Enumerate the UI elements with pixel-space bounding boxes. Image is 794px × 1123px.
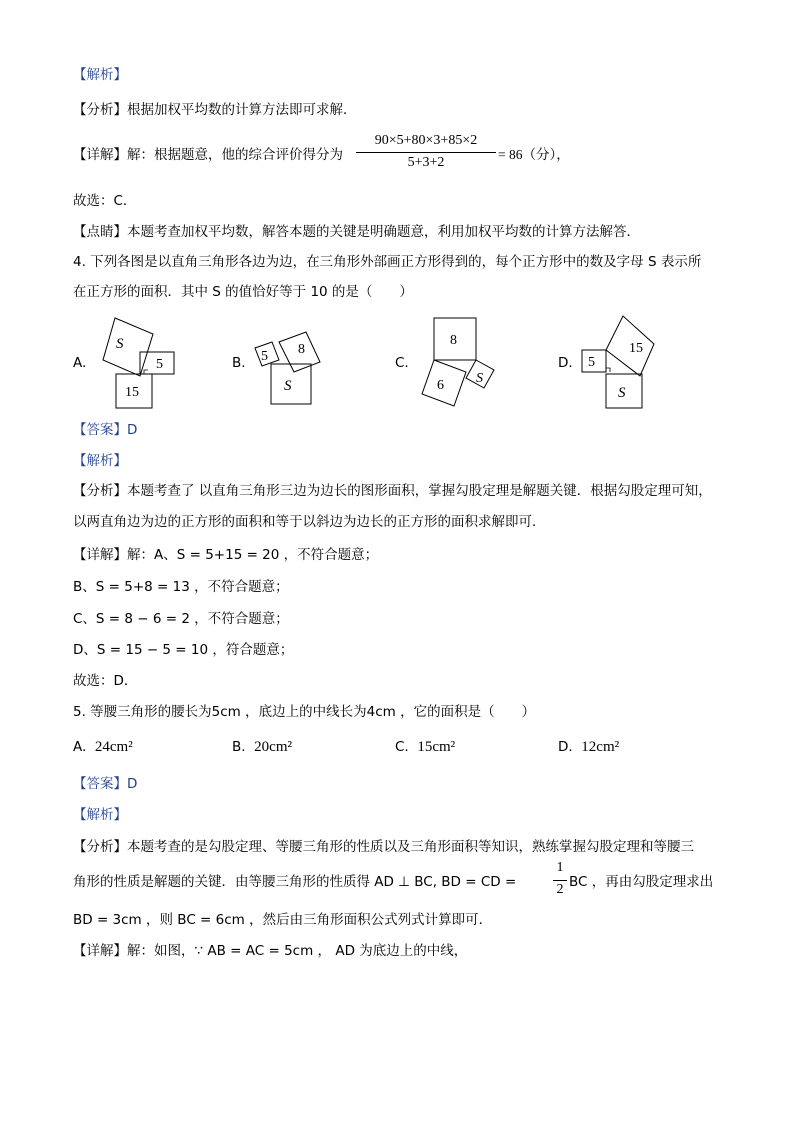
option-d-label: D. (558, 739, 573, 755)
answer-4: 【答案】D (73, 422, 138, 438)
detail-d: D、S = 15 − 5 = 10 ，符合题意； (73, 642, 294, 658)
fraction-bar (356, 152, 496, 153)
option-c-value: 15cm² (417, 739, 456, 755)
detail-c: C、S = 8 − 6 = 2 ，不符合题意； (73, 611, 289, 627)
detail-text: 【详解】解：根据题意，他的综合评价得分为 (73, 147, 343, 163)
section-analysis-label-3: 【解析】 (73, 807, 127, 823)
figure-b (250, 318, 340, 408)
figure-b-bottom: S (284, 378, 292, 394)
analysis-text-2a: 【分析】本题考查了 以直角三角形三边为边长的图形面积，掌握勾股定理是解题关键．根据勾股定理可知， (73, 483, 712, 499)
section-analysis-label: 【解析】 (73, 67, 127, 83)
figure-a (90, 316, 190, 412)
analysis-text-3a: 【分析】本题考查的是勾股定理、等腰三角形的性质以及三角形面积等知识，熟练掌握勾股定理和等腰三 (73, 839, 694, 855)
fraction-numerator: 90×5+80×3+85×2 (374, 133, 478, 148)
analysis-text: 【分析】根据加权平均数的计算方法即可求解． (73, 102, 357, 118)
answer-5: 【答案】D (73, 776, 138, 792)
figure-b-label: B. (232, 355, 246, 371)
figure-d-left: 5 (588, 355, 595, 370)
option-b-label: B. (232, 739, 246, 755)
fraction-denominator: 5+3+2 (407, 155, 445, 170)
option-c (395, 739, 455, 756)
option-d (558, 739, 619, 756)
option-b-value: 20cm² (254, 739, 292, 755)
option-b (232, 739, 292, 756)
remark-text: 【点睛】本题考查加权平均数，解答本题的关键是明确题意，利用加权平均数的计算方法解答． (73, 224, 640, 240)
figure-d-label: D. (558, 355, 573, 371)
analysis-text-3c: BC ，再由勾股定理求出 (569, 874, 714, 890)
figure-a-label: A. (73, 355, 87, 371)
figure-c-right: S (476, 371, 483, 386)
detail-a: 【详解】解：A、S = 5+15 = 20 ，不符合题意； (73, 547, 379, 563)
figure-a-big: S (116, 336, 124, 352)
figure-a-bottom: 15 (125, 385, 139, 400)
half-denominator: 2 (556, 882, 564, 897)
half-bar (553, 880, 567, 881)
option-a-label: A. (73, 739, 87, 755)
fraction-result: = 86（分）， (498, 147, 570, 162)
detail-b: B、S = 5+8 = 13 ，不符合题意； (73, 579, 289, 595)
analysis-text-3d: BD = 3cm ，则 BC = 6cm ，然后由三角形面积公式列式计算即可． (73, 912, 493, 928)
half-numerator: 1 (556, 860, 564, 875)
figure-b-right: 8 (298, 342, 305, 357)
question-5: 5. 等腰三角形的腰长为5cm ，底边上的中线长为4cm ，它的面积是（ ） (73, 704, 536, 720)
option-a (73, 739, 133, 756)
figure-d-bottom: S (618, 385, 626, 401)
option-c-label: C. (395, 739, 409, 755)
choice-line: 故选：C． (73, 193, 137, 209)
figure-c-left: 6 (437, 378, 444, 393)
section-analysis-label-2: 【解析】 (73, 453, 127, 469)
figure-c (410, 316, 510, 408)
analysis-text-2b: 以两直角边为边的正方形的面积和等于以斜边为边长的正方形的面积求解即可． (73, 514, 546, 530)
option-d-value: 12cm² (581, 739, 620, 755)
figure-c-top: 8 (450, 333, 457, 348)
figure-b-left: 5 (261, 349, 268, 364)
figure-c-label: C. (395, 355, 409, 371)
option-a-value: 24cm² (94, 739, 133, 755)
question-4-line-2: 在正方形的面积．其中 S 的值恰好等于 10 的是（ ） (73, 284, 413, 300)
choice-line-2: 故选：D． (73, 673, 138, 689)
analysis-text-3b: 角形的性质是解题的关键．由等腰三角形的性质得 AD ⊥ BC, BD = CD = (73, 874, 517, 890)
detail-5: 【详解】解：如图，∵ AB = AC = 5cm ， AD 为底边上的中线， (73, 943, 468, 959)
figure-d-big: 15 (629, 341, 643, 356)
figure-d (578, 314, 678, 410)
question-4-line-1: 4. 下列各图是以直角三角形各边为边，在三角形外部画正方形得到的，每个正方形中的数及字母 S 表示所 (73, 254, 702, 270)
figure-a-mid: 5 (156, 357, 163, 372)
